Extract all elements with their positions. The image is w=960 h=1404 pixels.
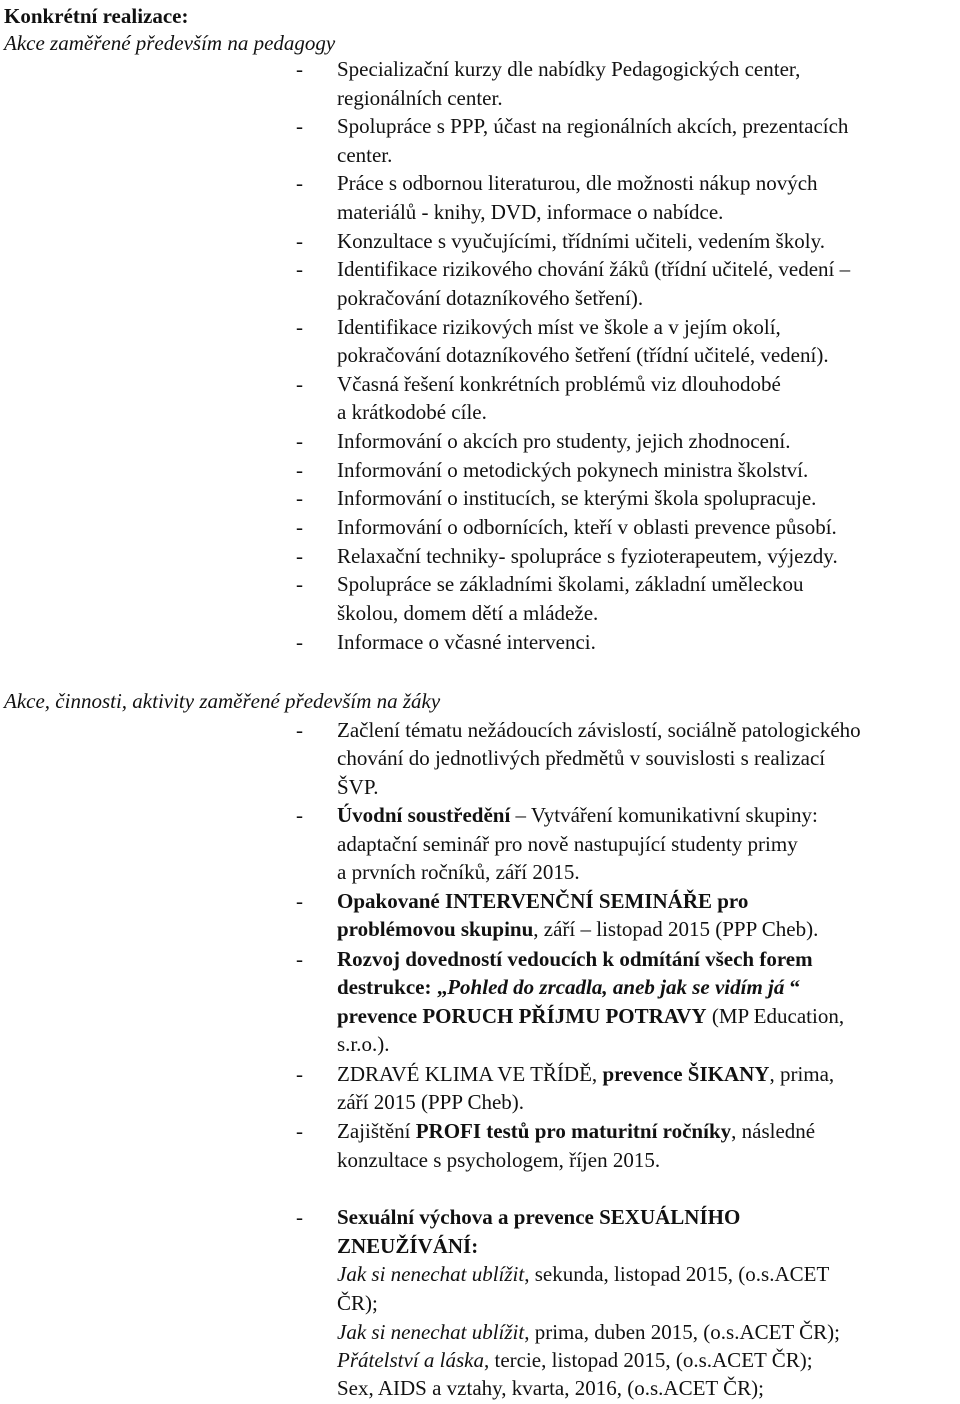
section1-title: Akce zaměřené především na pedagogy (4, 31, 336, 55)
section2-title: Akce, činnosti, aktivity zaměřené především na žáky (4, 689, 441, 713)
page-heading: Konkrétní realizace: (4, 4, 189, 28)
